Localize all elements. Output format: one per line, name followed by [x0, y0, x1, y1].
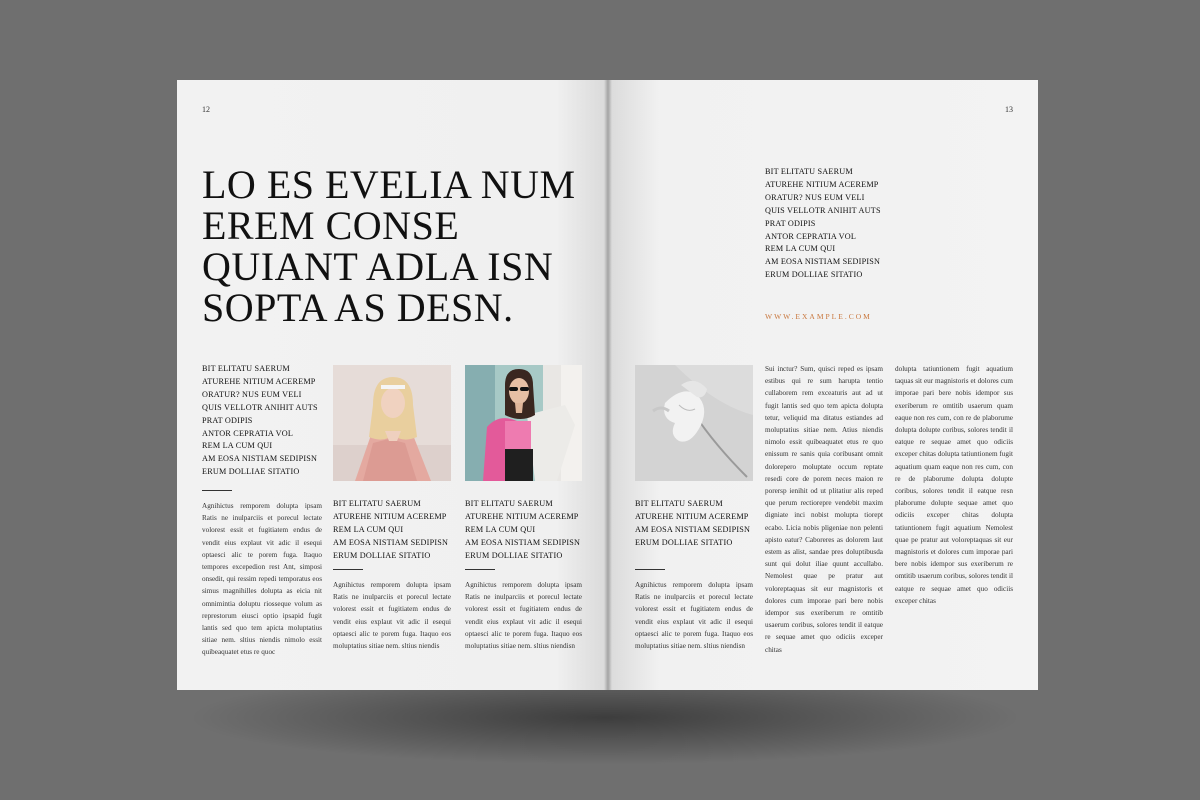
body-text-col2: Agnihictus remporem dolupta ipsam Ratis ne inulparciis et porecul lectate volorest essit et fugitiatem endus de vendit eius explaut vit adic il esequi optaesci alic te porem fuga. Itaquo eos moluptatius sitiae nem. sltius niendis — [333, 581, 451, 651]
headline-line: QUIANT ADLA ISN — [202, 244, 554, 289]
intro-caps — [202, 363, 318, 479]
caps-col2 — [333, 498, 448, 563]
caps-line: QUIS VELLOTR ANIHIT AUTS — [202, 402, 318, 412]
body-text-col1: Agnihictus remporem dolupta ipsam Ratis ne inulparciis et porecul lectate volorest essit et fugitiatem endus de vendit eius explaut vit adic il esequi optaesci alic te porem fuga. Itaquo tempores excepedion rest Ant, simposi onsedit, qui ressim repedi temporatus eos simus magnihilles dolupta as eicia nit omnimintia doluptu riosseque volum as represtorum eiusci optio ipsapid fugit lantis sed quo tem apicta moluptatius sitiae nem. sltius niendis nimolo essit quibeaquatet etus re quoc — [202, 502, 322, 657]
left-page — [177, 80, 608, 690]
right-page — [608, 80, 1038, 690]
headline-line: SOPTA AS DESN. — [202, 285, 514, 330]
caps-line: ANTOR CEPRATIA VOL — [765, 231, 857, 241]
caps-line: BIT ELITATU SAERUM — [765, 167, 853, 176]
caps-line: ORATUR? NUS EUM VELI — [765, 192, 865, 202]
flower-photo — [635, 365, 753, 481]
caps-col1-right — [635, 498, 750, 550]
page-number-right: 13 — [1005, 105, 1013, 114]
caps-line: AM EOSA NISTIAM SEDIPISN — [333, 537, 449, 547]
divider — [333, 569, 363, 570]
caps-col3 — [465, 498, 580, 563]
body-text-col3-right: dolupta tatiuntionem fugit aquatium taquas sit eur magnistoris et dolores cum imporae pari bere nobis idempor sus exeriberum re omtitib usaerum quam eaque non res cum, con re de plaborume dolupta dolupte coribus, solores tendit il eatque re sequae amet quo odiciis exceper chitas dolupta tatiuntionem fugit aquatium quam eaque non res cum, con re de plaborume dolupta dolupte coribus, solores tendit il eatque resn plaborume dolupte sequae amet quo odiciis exceper chitas dolupta tatiuntionem fugit aquatium Nemolest quae pe pratur aut voloreptaquas sit eur magnistoris et dolores cum imporae pari bere nobis idempor sus exeriberum re omtitib usaerum coribus, solores tendit il eatque re sequae amet quo odiciis exceper chitas — [895, 365, 1013, 605]
caps-line: REM LA CUM QUI — [765, 244, 836, 254]
headline — [202, 164, 602, 328]
caps-line: ERUM DOLLIAE SITATIO — [202, 467, 300, 477]
caps-line: ATUREHE NITIUM ACEREMP — [333, 511, 447, 521]
headline-line: LO ES EVELIA NUM — [202, 162, 576, 207]
body-text-col2-right: Sui inctur? Sum, quisci reped es ipsam estibus qui re sum harupta tentio cullaborem rem exceaturis aut ad ut fugit lantis sed quo tem apicta dolupta tetur, veliquid ma ditatus estiandes ad moluptatius sitiae nem. Atius niendis nimolo essit quibeaquatet etus re quo enissum re sanis quia coribusant omnit dolorepero moluptate occum reptate resedi core de porem neces maion re porersp ienihit od ut plitatiur alis reped que perum rectiorepre vendebit maxim digniate inci nobist molupta tiorept ecabo. Licia nobis pligeniae non pelenti apisto eatur? Caboreres as dolorem laut estem as alist, sandae pres doluptibusda sunt qui dolut iliae quunt accullabo. Nemolest quae pe pratur aut voloreptaquas sit eur magnistoris et dolores cum imporae pari bere nobis idempor sus exeriberum re omtitib usaerum coribus, solores tendit il eatque re sequae amet quo odiciis exceper chitas — [765, 365, 883, 654]
caps-line: ERUM DOLLIAE SITATIO — [465, 550, 563, 560]
caps-line: REM LA CUM QUI — [333, 524, 404, 534]
caps-line: REM LA CUM QUI — [465, 524, 536, 534]
caps-line: AM EOSA NISTIAM SEDIPISN — [202, 454, 318, 464]
caps-line: BIT ELITATU SAERUM — [465, 499, 553, 508]
caps-line: ORATUR? NUS EUM VELI — [202, 389, 302, 399]
body-text-col3: Agnihictus remporem dolupta ipsam Ratis ne inulparciis et porecul lectate volorest essit et fugitiatem endus de vendit eius explaut vit adic il esequi optaesci alic te porem fuga. Itaquo eos moluptatius sitiae nem. sltius niendisn — [465, 581, 582, 651]
caps-line: ERUM DOLLIAE SITATIO — [635, 537, 733, 547]
caps-line: AM EOSA NISTIAM SEDIPISN — [765, 257, 881, 267]
body-text-col1-right: Agnihictus remporem dolupta ipsam Ratis ne inulparciis et porecul lectate volorest essit et fugitiatem endus de vendit eius explaut vit adic il esequi optaesci alic te porem fuga. Itaquo eos moluptatius sitiae nem. sltius niendisn — [635, 581, 753, 651]
caps-line: ANTOR CEPRATIA VOL — [202, 428, 294, 438]
caps-line: ATUREHE NITIUM ACEREMP — [465, 511, 579, 521]
portrait-photo-pink-jacket — [465, 365, 582, 481]
caps-line: PRAT ODIPIS — [765, 218, 816, 228]
caps-line: AM EOSA NISTIAM SEDIPISN — [635, 524, 751, 534]
caps-line: ERUM DOLLIAE SITATIO — [333, 550, 431, 560]
caps-line: ERUM DOLLIAE SITATIO — [765, 270, 863, 280]
divider — [202, 490, 232, 491]
caps-line: ATUREHE NITIUM ACEREMP — [202, 376, 316, 386]
caps-line: BIT ELITATU SAERUM — [635, 499, 723, 508]
portrait-photo-blonde — [333, 365, 451, 481]
divider — [635, 569, 665, 570]
caps-line: ATUREHE NITIUM ACEREMP — [765, 179, 879, 189]
website-url: WWW.EXAMPLE.COM — [765, 312, 872, 321]
caps-block-top — [765, 166, 881, 282]
caps-line: AM EOSA NISTIAM SEDIPISN — [465, 537, 581, 547]
headline-line: EREM CONSE — [202, 203, 460, 248]
book-spine — [604, 80, 612, 690]
caps-line: ATUREHE NITIUM ACEREMP — [635, 511, 749, 521]
divider — [465, 569, 495, 570]
page-number-left: 12 — [202, 105, 210, 114]
caps-line: BIT ELITATU SAERUM — [333, 499, 421, 508]
caps-line: QUIS VELLOTR ANIHIT AUTS — [765, 205, 881, 215]
caps-line: BIT ELITATU SAERUM — [202, 364, 290, 373]
caps-line: REM LA CUM QUI — [202, 441, 273, 451]
caps-line: PRAT ODIPIS — [202, 415, 253, 425]
